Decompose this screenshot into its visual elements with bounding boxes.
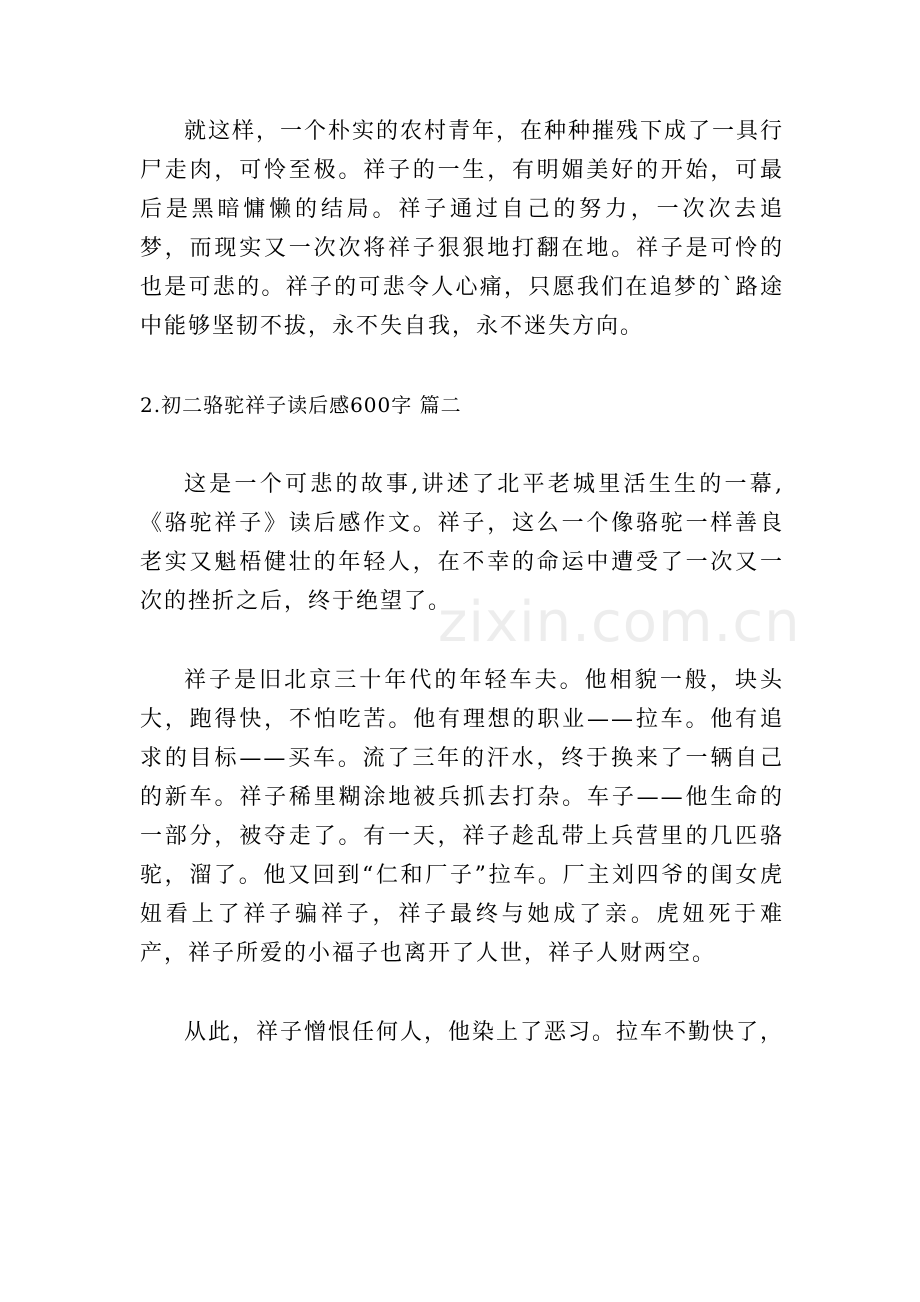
watermark: zixin.com.cn xyxy=(438,590,801,655)
paragraph-3: 从此，祥子憎恨任何人，他染上了恶习。拉车不勤快了， xyxy=(184,1020,785,1045)
paragraph-1: 这是一个可悲的故事,讲述了北平老城里活生生的一幕,《骆驼祥子》读后感作文。祥子，这么一个像骆驼一样善良老实又魁梧健壮的年轻人，在不幸的命运中遭受了一次又一次的挫折之后，终于绝望了。 xyxy=(140,472,784,614)
paragraph-2: 祥子是旧北京三十年代的年轻车夫。他相貌一般，块头大，跑得快，不怕吃苦。他有理想的职业——拉车。他有追求的目标——买车。流了三年的汗水，终于换来了一辆自己的新车。祥子稀里糊涂地被兵抓去打杂。车子——他生命的一部分，被夺走了。有一天，祥子趁乱带上兵营里的几匹骆驼，溜了。他又回到“仁和厂子”拉车。厂主刘四爷的闺女虎妞看上了祥子骗祥子，祥子最终与她成了亲。虎妞死于难产，祥子所爱的小福子也离开了人世，祥子人财两空。 xyxy=(140,668,784,966)
section-heading: 2.初二骆驼祥子读后感600字 篇二 xyxy=(140,393,462,417)
paragraph-intro: 就这样，一个朴实的农村青年，在种种摧残下成了一具行尸走肉，可怜至极。祥子的一生，有明媚美好的开始，可最后是黑暗慵懒的结局。祥子通过自己的努力，一次次去追梦，而现实又一次次将祥子狠狠地打翻在地。祥子是可怜的也是可悲的。祥子的可悲令人心痛，只愿我们在追梦的`路途中能够坚韧不拔，永不失自我，永不迷失方向。 xyxy=(140,119,785,339)
document-body xyxy=(140,112,784,1092)
